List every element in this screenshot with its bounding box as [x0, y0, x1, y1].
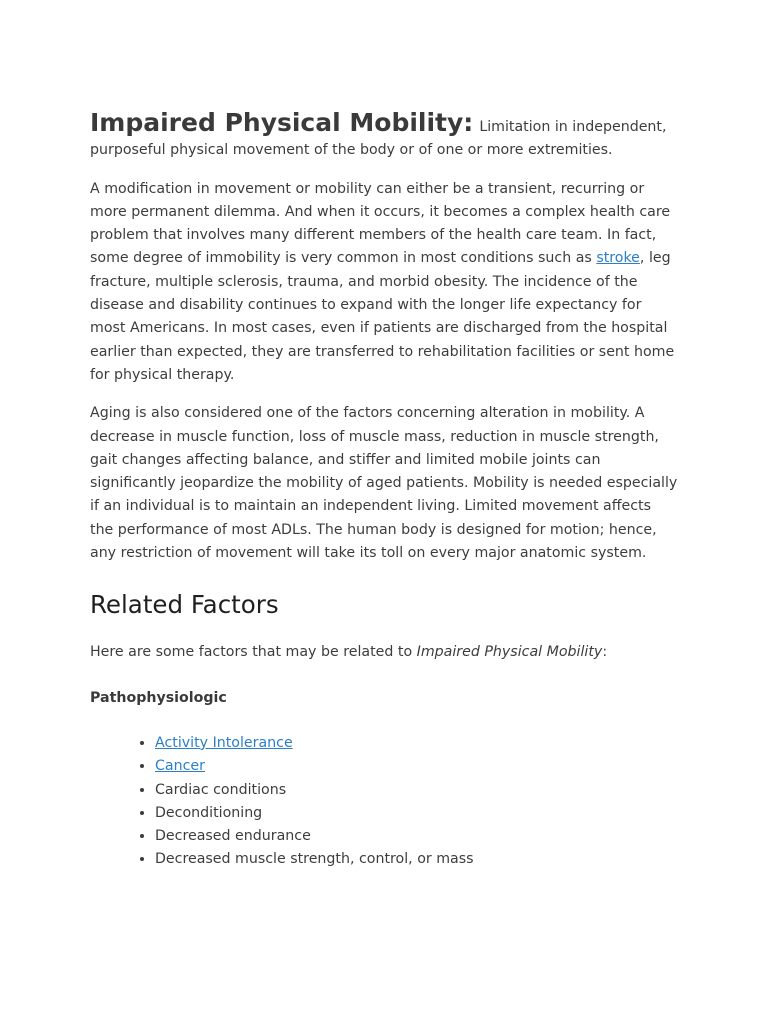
term-heading: Impaired Physical Mobility:	[90, 108, 474, 137]
list-item: • Decreased muscle strength, control, or mass	[155, 848, 678, 871]
list-item	[155, 755, 678, 778]
paragraph-text-start: A modification in movement or mobility can either be a transient, recurring or more permanent dilemma. And when it occurs, it becomes a complex health care problem that involves many different members of the health care team. In fact, some degree of immobility is very common in most conditions such as	[90, 180, 671, 267]
list-item: • Deconditioning	[155, 802, 678, 825]
factors-list	[90, 732, 678, 872]
cancer-link[interactable]: Cancer	[155, 758, 205, 775]
lead-end: :	[602, 644, 608, 661]
list-item: • Cardiac conditions	[155, 779, 678, 802]
subheading-pathophysiologic: Pathophysiologic	[90, 689, 227, 706]
list-item: • Decreased endurance	[155, 825, 678, 848]
paragraph-mobility	[90, 178, 678, 388]
stroke-link[interactable]: stroke	[596, 250, 640, 267]
list-item	[155, 732, 678, 755]
intro-paragraph	[90, 108, 678, 163]
activity-intolerance-link[interactable]: Activity Intolerance	[155, 734, 293, 751]
lead-text: Here are some factors that may be related to	[90, 644, 417, 661]
section-heading-related-factors: Related Factors	[90, 590, 279, 620]
related-lead-text	[90, 641, 678, 664]
paragraph-text-end: , leg fracture, multiple sclerosis, trauma, and morbid obesity. The incidence of the disease and disability continues to expand with the longer life expectancy for most Americans. In most cases, even if patients are discharged from the hospital earlier than expected, they are transferred to rehabilitation facilities or sent home for physical therapy.	[90, 250, 675, 383]
paragraph-aging: Aging is also considered one of the factors concerning alteration in mobility. A decrease in muscle function, loss of muscle mass, reduction in muscle strength, gait changes affecting balance, and stiffer and limited mobile joints can significantly jeopardize the mobility of aged patients. Mobility is needed especially if an individual is to maintain an independent living. Limited movement affects the performance of most ADLs. The human body is designed for motion; hence, any restriction of movement will take its toll on every major anatomic system.	[90, 405, 678, 562]
lead-emphasis: Impaired Physical Mobility	[416, 644, 603, 661]
term-definition: Limitation in independent, purposeful physical movement of the body or of one or more extremities.	[90, 119, 667, 159]
